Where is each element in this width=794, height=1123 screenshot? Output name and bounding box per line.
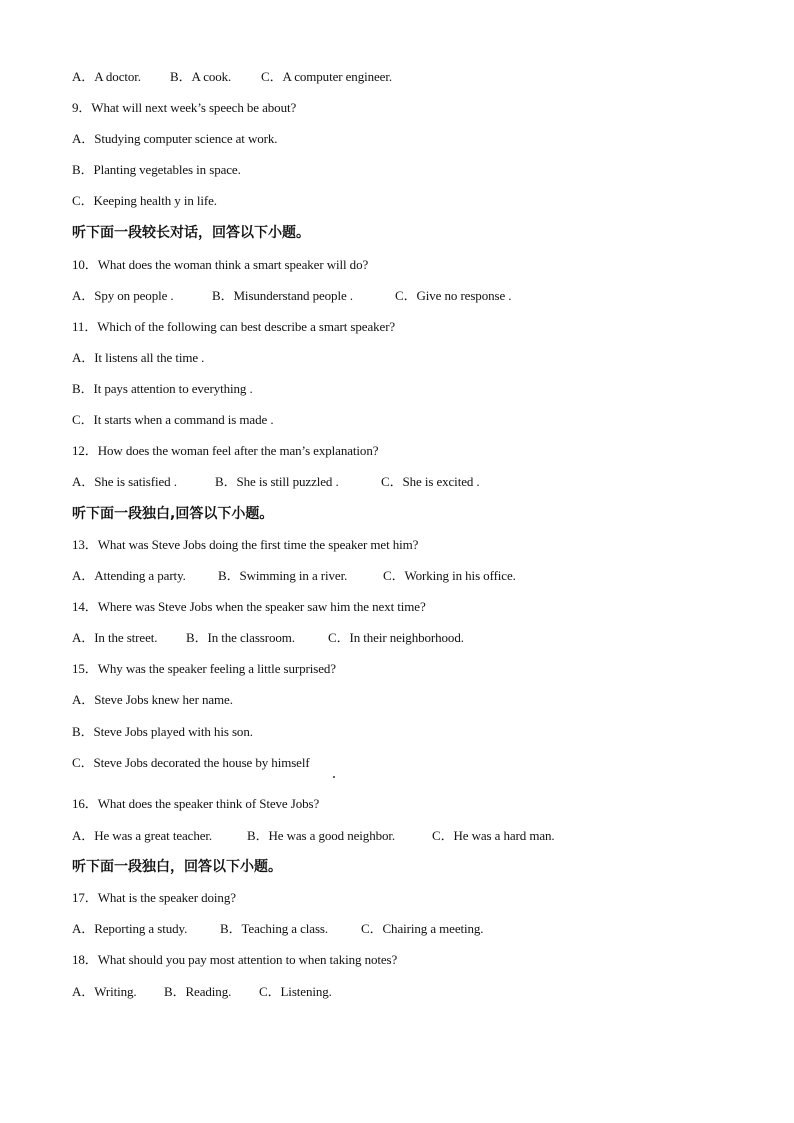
option-a: A．Writing.	[72, 984, 137, 999]
option-b: B．Misunderstand people .	[212, 288, 353, 303]
q9-option-a: A．Studying computer science at work.	[72, 131, 278, 146]
option-b: B．In the classroom.	[186, 630, 295, 645]
stray-dot	[333, 776, 335, 778]
q18-question: 18．What should you pay most attention to when taking notes?	[72, 952, 398, 967]
section-heading-monologue-1: 听下面一段独白,回答以下小题。	[72, 506, 274, 522]
q17-question: 17．What is the speaker doing?	[72, 890, 236, 905]
option-c: C．Listening.	[259, 984, 332, 999]
q15-option-b: B．Steve Jobs played with his son.	[72, 724, 253, 739]
option-a: A．He was a great teacher.	[72, 828, 213, 843]
q9-question: 9．What will next week’s speech be about?	[72, 100, 297, 115]
q15-option-a: A．Steve Jobs knew her name.	[72, 692, 233, 707]
q16-question: 16．What does the speaker think of Steve Jobs?	[72, 796, 320, 811]
q9-option-b: B．Planting vegetables in space.	[72, 162, 241, 177]
q15-question: 15．Why was the speaker feeling a little surprised?	[72, 661, 336, 676]
section-heading-monologue-2: 听下面一段独白，回答以下小题。	[72, 859, 282, 875]
option-c: C．He was a hard man.	[432, 828, 555, 843]
option-b: B．He was a good neighbor.	[247, 828, 396, 843]
q9-option-c: C．Keeping health y in life.	[72, 193, 217, 208]
option-a: A．Reporting a study.	[72, 921, 188, 936]
option-c: C．Give no response .	[395, 288, 512, 303]
q13-question: 13．What was Steve Jobs doing the first time the speaker met him?	[72, 537, 419, 552]
option-b: B．She is still puzzled .	[215, 474, 339, 489]
q12-question: 12．How does the woman feel after the man’s explanation?	[72, 443, 379, 458]
option-a: A．Attending a party.	[72, 568, 186, 583]
option-c: C．She is excited .	[381, 474, 480, 489]
option-b: B．A cook.	[170, 69, 232, 84]
option-c: C．Working in his office.	[383, 568, 516, 583]
q18-options	[72, 984, 332, 1064]
q11-option-b: B．It pays attention to everything .	[72, 381, 253, 396]
option-a: A．A doctor.	[72, 69, 141, 84]
q14-question: 14．Where was Steve Jobs when the speaker saw him the next time?	[72, 599, 426, 614]
section-heading-dialogue: 听下面一段较长对话，回答以下小题。	[72, 225, 310, 241]
option-c: C．Chairing a meeting.	[361, 921, 484, 936]
q15-option-c: C．Steve Jobs decorated the house by himself	[72, 755, 310, 770]
option-c: C．In their neighborhood.	[328, 630, 464, 645]
q10-question: 10．What does the woman think a smart speaker will do?	[72, 257, 369, 272]
option-b: B．Swimming in a river.	[218, 568, 348, 583]
option-a: A．In the street.	[72, 630, 158, 645]
q11-question: 11．Which of the following can best describe a smart speaker?	[72, 319, 396, 334]
q11-option-a: A．It listens all the time .	[72, 350, 205, 365]
q11-option-c: C．It starts when a command is made .	[72, 412, 274, 427]
option-c: C．A computer engineer.	[261, 69, 393, 84]
option-a: A．Spy on people .	[72, 288, 174, 303]
option-a: A．She is satisfied .	[72, 474, 177, 489]
option-b: B．Teaching a class.	[220, 921, 329, 936]
option-b: B．Reading.	[164, 984, 232, 999]
